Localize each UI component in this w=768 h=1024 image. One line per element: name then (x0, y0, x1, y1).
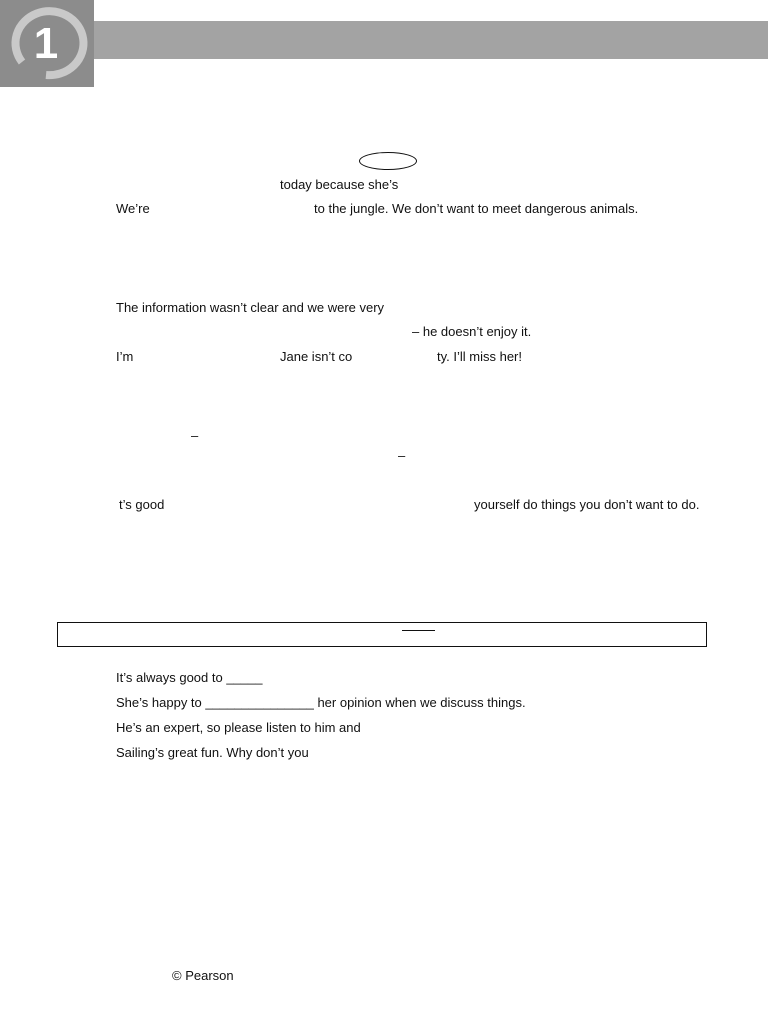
copyright-footer: © Pearson (172, 968, 234, 983)
exercise-d-sentence-1: It’s always good to _____ (116, 670, 263, 685)
exercise-a-line-1: today because she’s (280, 177, 399, 192)
unit-number: 1 (33, 19, 59, 68)
exercise-c-dash-2: – (398, 448, 406, 463)
exercise-c-line-3-end: yourself do things you don’t want to do. (474, 497, 700, 512)
exercise-b-line-3-start: I’m (116, 349, 134, 364)
exercise-a-line-2-start: We’re (116, 201, 150, 216)
exercise-b-line-3-middle: Jane isn’t co (280, 349, 353, 364)
unit-badge (0, 0, 94, 87)
word-box-blank-line (402, 630, 435, 631)
circled-answer-example (359, 152, 417, 170)
exercise-c-line-3-start: t’s good (119, 497, 165, 512)
word-box (57, 622, 707, 647)
exercise-b-line-3-end: ty. I’ll miss her! (437, 349, 522, 364)
exercise-d-sentence-4: Sailing’s great fun. Why don’t you (116, 745, 309, 760)
exercise-b-line-2: – he doesn’t enjoy it. (412, 324, 532, 339)
exercise-b-line-1: The information wasn’t clear and we were very (116, 300, 385, 315)
exercise-d-sentence-2: She’s happy to _______________ her opinion when we discuss things. (116, 695, 526, 710)
exercise-a-line-2-end: to the jungle. We don’t want to meet dangerous animals. (314, 201, 639, 216)
header-bar (94, 21, 768, 59)
exercise-d-sentence-3: He’s an expert, so please listen to him and (116, 720, 361, 735)
exercise-c-dash-1: – (191, 428, 199, 443)
